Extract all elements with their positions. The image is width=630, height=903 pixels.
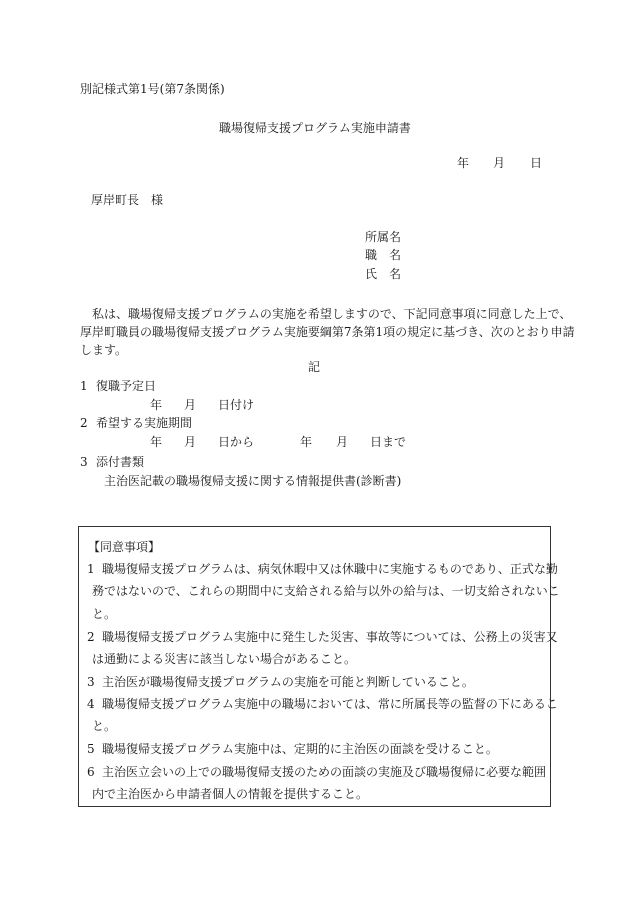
statement-line: 厚岸町職員の職場復帰支援プログラム実施要綱第7条第1項の規定に基づき、次のとおり申請 <box>80 325 575 339</box>
period-from-day: 日から <box>218 435 255 449</box>
consent-1-number: 1 <box>87 562 95 576</box>
item-2-label: 希望する実施期間 <box>96 416 193 430</box>
consent-1-text: 職場復帰支援プログラムは、病気休暇中又は休職中に実施するものであり、正式な勤 <box>102 562 558 576</box>
consent-4-text: 職場復帰支援プログラム実施中の職場においては、常に所属長等の監督の下にあるこ <box>102 697 558 711</box>
item-1-number: 1 <box>80 379 88 393</box>
return-date-year: 年 <box>150 398 163 412</box>
consent-1-text: と。 <box>92 607 117 621</box>
form-label: 別記様式第1号(第7条関係) <box>80 82 225 96</box>
consent-2-text: は通勤による災害に該当しない場合があること。 <box>92 652 357 666</box>
consent-4-text: と。 <box>92 719 117 733</box>
consent-3-number: 3 <box>87 675 95 689</box>
date-month: 月 <box>493 156 506 170</box>
item-1-label: 復職予定日 <box>96 379 157 393</box>
consent-5-number: 5 <box>87 742 95 756</box>
consent-heading: 【同意事項】 <box>88 540 161 554</box>
application-statement <box>80 305 575 359</box>
consent-2-number: 2 <box>87 630 95 644</box>
return-date-month: 月 <box>184 398 197 412</box>
period-to-month: 月 <box>336 435 349 449</box>
attached-document: 主治医記載の職場復帰支援に関する情報提供書(診断書) <box>104 474 402 488</box>
date-year: 年 <box>457 156 470 170</box>
consent-6-text: 主治医立会いの上での職場復帰支援のための面談の実施及び職場復帰に必要な範囲 <box>102 765 547 779</box>
consent-2-text: 職場復帰支援プログラム実施中に発生した災害、事故等については、公務上の災害又 <box>102 630 558 644</box>
period-to-year: 年 <box>300 435 313 449</box>
consent-3-text: 主治医が職場復帰支援プログラムの実施を可能と判断していること。 <box>102 675 474 689</box>
consent-6-text: 内で主治医から申請者個人の情報を提供すること。 <box>92 787 369 801</box>
page-title: 職場復帰支援プログラム実施申請書 <box>219 121 411 135</box>
consent-1-text: 務ではないので、これらの期間中に支給される給与以外の給与は、一切支給されないこ <box>92 584 560 598</box>
consent-6-number: 6 <box>87 765 95 779</box>
period-to-day: 日まで <box>370 435 407 449</box>
affiliation-label: 所属名 <box>365 230 402 244</box>
statement-line: 私は、職場復帰支援プログラムの実施を希望しますので、下記同意事項に同意した上で、 <box>92 307 572 321</box>
return-date-day: 日付け <box>218 398 255 412</box>
consent-4-number: 4 <box>87 697 95 711</box>
item-2-number: 2 <box>80 416 88 430</box>
addressee: 厚岸町長 様 <box>91 193 164 207</box>
period-from-year: 年 <box>150 435 163 449</box>
position-label: 職 名 <box>365 248 402 262</box>
item-3-label: 添付書類 <box>96 455 145 469</box>
consent-5-text: 職場復帰支援プログラム実施中は、定期的に主治医の面談を受けること。 <box>102 742 498 756</box>
item-3-number: 3 <box>80 455 88 469</box>
name-label: 氏 名 <box>365 267 402 281</box>
statement-line: します。 <box>80 343 128 357</box>
ki-heading: 記 <box>308 360 321 374</box>
date-day: 日 <box>530 156 543 170</box>
period-from-month: 月 <box>184 435 197 449</box>
